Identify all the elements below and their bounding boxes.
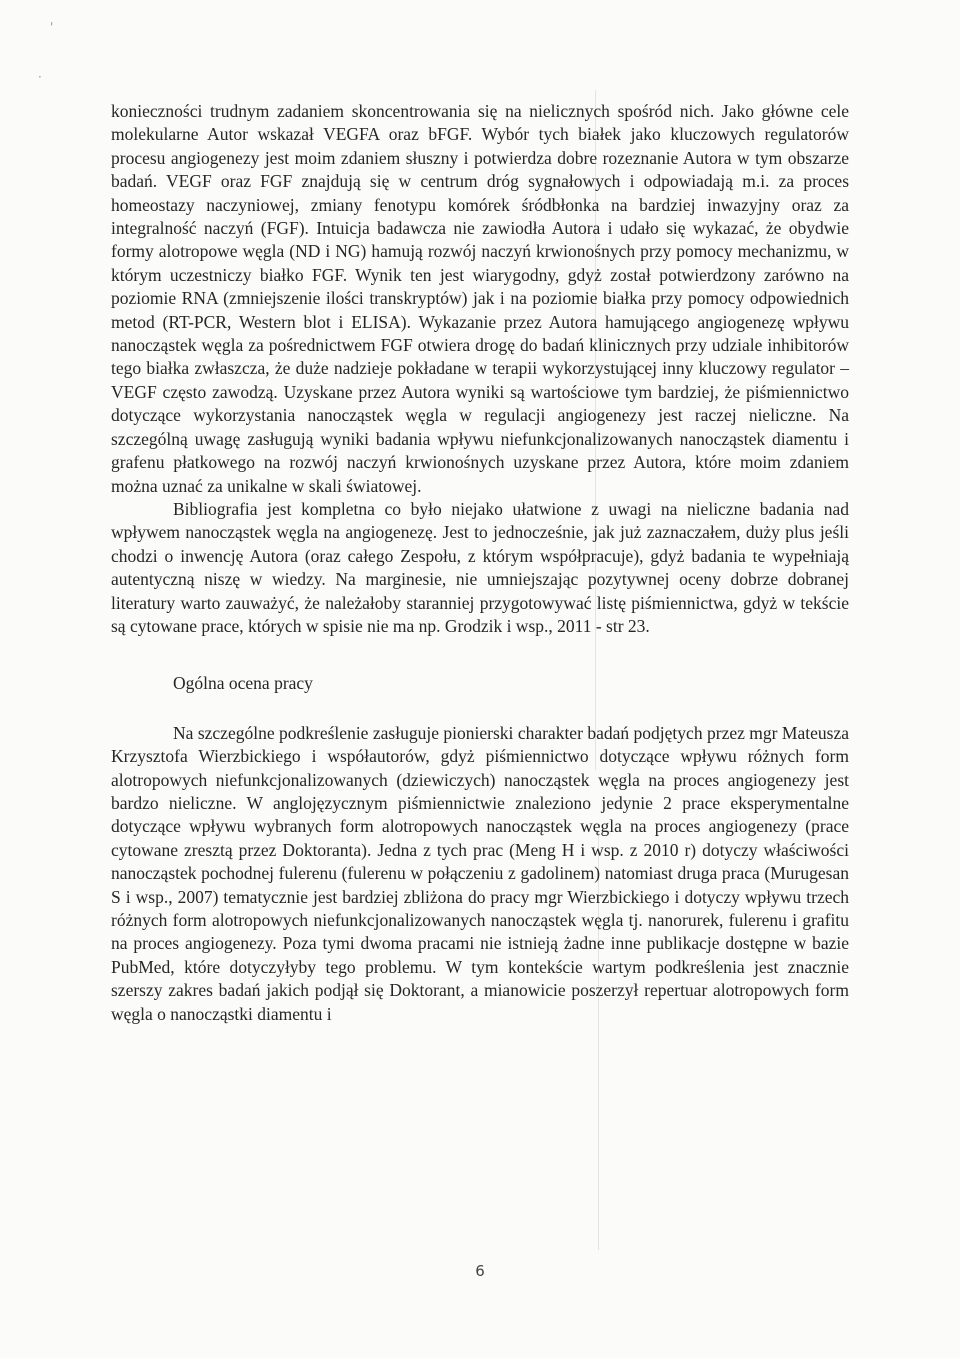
paragraph: Na szczególne podkreślenie zasługuje pionierski charakter badań podjętych przez mgr Mateusza Krzysztofa Wierzbickiego i współautorów, gdyż piśmiennictwo dotyczące wpływu różnych form alotropowych niefunkcjonalizowanych (dziewiczych) nanocząstek węgla na proces angiogenezy jest bardzo nieliczne. W anglojęzycznym piśmiennictwie znaleziono jedynie 2 prace eksperymentalne dotyczące wpływu wybranych form alotropowych nanocząstek węgla na proces angiogenezy (prace cytowane zresztą przez Doktoranta). Jedna z tych prac (Meng H i wsp. z 2010 r) dotyczy właściwości nanocząstek pochodnej fulerenu (fulerenu w połączeniu z gadolinem) natomiast druga praca (Murugesan S i wsp., 2007) tematycznie jest bardziej zbliżona do pracy mgr Wierzbickiego i dotyczy wpływu trzech różnych form alotropowych niefunkcjonalizowanych nanocząstek węgla tj. nanorurek, fulerenu i grafitu na proces angiogenezy. Poza tymi dwoma pracami nie istnieją żadne inne publikacje dostępne w bazie PubMed, które dotyczyłyby tego problemu. W tym kontekście wartym podkreślenia jest znacznie szerszy zakres badań jakich podjął się Doktorant, a mianowicie poszerzył repertuar alotropowych form węgla o nanocząstki diamentu i (111, 722, 849, 1024)
page-number: 6 (475, 1262, 485, 1280)
paragraph: konieczności trudnym zadaniem skoncentrowania się na nielicznych spośród nich. Jako główne cele molekularne Autor wskazał VEGFA oraz bFGF. Wybór tych białek jako kluczowych regulatorów procesu angiogenezy jest moim zdaniem słuszny i potwierdza dobre rozeznanie Autora w tym obszarze badań. VEGF oraz FGF znajdują się w centrum dróg sygnałowych i odpowiadają m.i. za proces homeostazy naczyniowej, zmiany fenotypu komórek śródbłonka na bardziej inwazyjny oraz za integralność naczyń (FGF). Intuicja badawcza nie zawiodła Autora i udało się wykazać, że obydwie formy alotropowe węgla (ND i NG) hamują rozwój naczyń krwionośnych przy pomocy mechanizmu, w którym uczestniczy białko FGF. Wynik ten jest wiarygodny, gdyż został potwierdzony zarówno na poziomie RNA (zmniejszenie ilości transkryptów) jak i na poziomie białka przy pomocy odpowiednich metod (RT-PCR, Western blot i ELISA). Wykazanie przez Autora hamującego angiogenezę wpływu nanocząstek węgla za pośrednictwem FGF otwiera drogę do badań klinicznych przy udziale inhibitorów tego białka zwłaszcza, że duże nadzieje pokładane w terapii wykorzystującej inny kluczowy regulator – VEGF często zawodzą. Uzyskane przez Autora wyniki są wartościowe tym bardziej, że piśmiennictwo dotyczące wykorzystania nanocząstek węgla w regulacji angiogenezy jest raczej nieliczne. Na szczególną uwagę zasługują wyniki badania wpływu niefunkcjonalizowanych nanocząstek diamentu i grafenu płatkowego na rozwój naczyń krwionośnych uzyskane przez Autora, które moim zdaniem można uznać za unikalne w skali światowej. (111, 101, 849, 496)
paragraph: Bibliografia jest kompletna co było niejako ułatwione z uwagi na nieliczne badania nad wpływem nanocząstek węgla na angiogenezę. Jest to jednocześnie, jak już zaznaczałem, duży plus jeśli chodzi o inwencję Autora (oraz całego Zespołu, z którym współpracuje), gdyż badania te wypełniają autentyczną niszę w wiedzy. Na marginesie, nie umniejszając pozytywnej oceny dobrze dobranej literatury warto zauważyć, że należałoby staranniej przygotowywać listę piśmiennictwa, gdyż w tekście są cytowane prace, których w spisie nie ma np. Grodzik i wsp., 2011 - str 23. (111, 498, 849, 636)
scan-speck: · (38, 70, 42, 84)
scan-speck: ' (50, 20, 54, 34)
text-column (111, 100, 849, 1026)
section-heading: Ogólna ocena pracy (173, 673, 313, 694)
